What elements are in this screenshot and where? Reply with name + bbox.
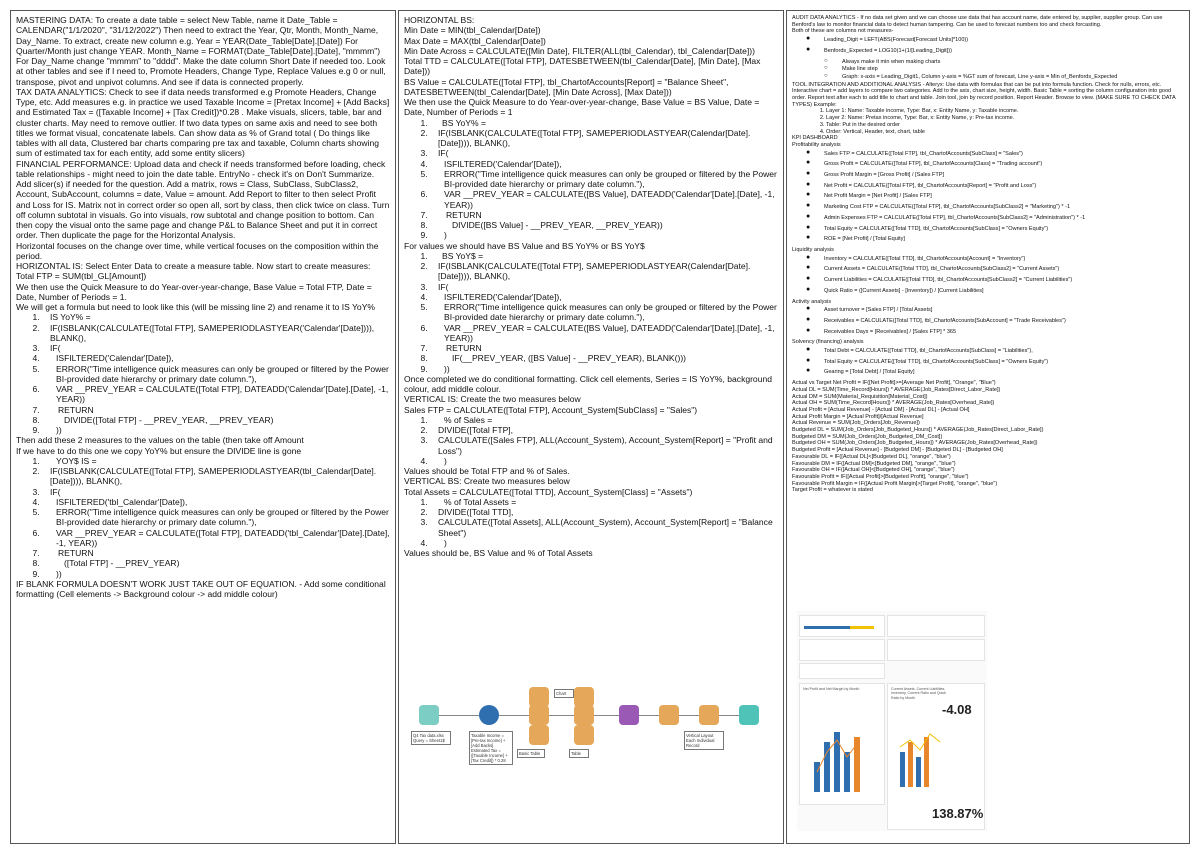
list-item: 7. RETURN: [430, 210, 778, 220]
list-item: ● Current Liabilities = CALCULATE([Total TTD], tbl_ChartofAccounts[SubClass2] = "Current Liabilities"): [814, 277, 1184, 284]
list-item: 8. ([Total FTP] - __PREV_YEAR): [42, 558, 390, 568]
list-item: 5. ERROR("Time intelligence quick measures can only be grouped or filtered by the Power BI-provided date hierarchy or primary date column."),: [42, 507, 390, 528]
list-item: 9. )): [42, 425, 390, 435]
list-item: 7. RETURN: [42, 405, 390, 415]
list-item: 8. DIVIDE([BS Value] - __PREV_YEAR, __PREV_YEAR)): [430, 220, 778, 230]
list-item: 2. DIVIDE([Total TTD],: [430, 507, 778, 517]
list-item: ● Asset turnover = [Sales FTP] / [Total Assets]: [814, 307, 1184, 314]
ratio-chart: [890, 722, 950, 792]
list-item: ● ROE = [Net Profit] / [Total Equity]: [814, 236, 1184, 243]
list-item: 5. ERROR("Time intelligence quick measures can only be grouped or filtered by the Power BI-provided date hierarchy or primary date column."),: [430, 169, 778, 190]
list-item: ● Gross Profit = CALCULATE([Total FTP], tbl_ChartofAccounts[Class] = "Trading account"): [814, 161, 1184, 168]
list-item: 2. DIVIDE([Total FTP],: [430, 425, 778, 435]
list-item: ● Total Equity = CALCULATE([Total TTD], tbl_ChartofAccounts[SubClass] = "Owners Equity"): [814, 226, 1184, 233]
quick-measure-note: We then use the Quick Measure to do Year-over-year-change, Base Value = BS Value, Date = Date, Number of Periods = 1: [404, 97, 760, 118]
layout-label: Vertical Layout Each Individual Record: [684, 731, 724, 750]
formula-label: Taxable Income = [Pre-tax Income] + [Add Backs] Estimated Tax = ([Taxable Income] + [Tax Credit]) * 0.28: [469, 731, 513, 765]
liquidity-heading: Liquidity analysis: [792, 246, 834, 253]
report-text-icon: [574, 687, 594, 707]
list-item: ● Net Profit Margin = [Net Profit] / [Sales FTP]: [814, 193, 1184, 200]
table-tool-icon: [529, 725, 549, 745]
profitability-list: [792, 151, 1184, 243]
list-item: 5. ERROR("Time intelligence quick measures can only be grouped or filtered by the Power BI-provided date hierarchy or primary date column."),: [430, 302, 778, 323]
max-date-formula: Max Date = MAX(tbl_Calendar[Date]): [404, 35, 546, 46]
list-item: 6. VAR __PREV_YEAR = CALCULATE([BS Value], DATEADD('Calendar'[Date].[Date], -1, YEAR)): [430, 189, 778, 210]
total-ttd-formula: Total TTD = CALCULATE([Total FTP], DATESBETWEEN(tbl_Calendar[Date], [Min Date], [Max Date])): [404, 56, 761, 77]
formula-line: Favourable Profit = IF([Actual Profit]>[Budgeted Profit], "orange", "blue"): [792, 473, 969, 480]
bar: [900, 752, 905, 787]
audit-analytics-paragraph: AUDIT DATA ANALYTICS - If no data set given and we can choose use data that has account name, date entered by, supplier, supplier group. Can use Benford's law to monitor financial data to detect human tampering. Can be used to forecast numbers too and check forcasting.: [792, 15, 1163, 28]
basic-table-icon: [529, 705, 549, 725]
quick-measure-note: We then use the Quick Measure to do Year-over-year-change, Base Value = Total FTP, Date = Date, Number of Periods = 1.: [16, 281, 372, 302]
columns-note: Both of these are columns not measures-: [792, 28, 894, 35]
ratio-chart-panel: [887, 683, 985, 830]
bar: [908, 742, 913, 787]
layer-list: [792, 108, 1184, 135]
list-item: 3. IF(: [42, 343, 390, 353]
list-item: 4. ): [430, 538, 778, 548]
list-item: 1. IS YoY% =: [42, 312, 390, 322]
formula-line: Budgeted Profit = [Actual Revenue] - [Budgeted DM] - [Budgeted DL] - [Budgeted OH]: [792, 447, 1003, 454]
list-item: ● Current Assets = CALCULATE([Total TTD], tbl_ChartofAccounts[SubClass2] = "Current Assets"): [814, 266, 1184, 273]
list-item: ● Total Equity = CALCULATE([Total TTD], tbl_ChartofAccounts[SubClass] = "Owners Equity"): [814, 359, 1184, 366]
profitability-heading: Profitability analysis: [792, 141, 841, 148]
formula-line: Budgeted OH = SUM(Job_Orders[Job_Budgeted_Hours]) * AVERAGE(Job_Rates[Overhead_Rate]): [792, 440, 1038, 447]
list-item: 4. ISFILTERED('tbl_Calendar'[Date]),: [42, 497, 390, 507]
activity-heading: Activity analysis: [792, 298, 832, 305]
alteryx-workflow-diagram: [409, 691, 779, 791]
list-item: 9. )): [430, 364, 778, 374]
list-item: 2. IF(ISBLANK(CALCULATE([Total FTP], SAMEPERIODLASTYEAR(Calendar[Date].[Date]))), BLANK(),: [430, 128, 778, 149]
bs-yoy-percent-list: [404, 118, 778, 241]
list-item: ● Sales FTP = CALCULATE([Total FTP], tbl_ChartofAccounts[SubClass] = "Sales"): [814, 151, 1184, 158]
basic-table-label: Basic Table: [517, 749, 545, 758]
list-item: 3. CALCULATE([Total Assets], ALL(Account_System), Account_System[Report] = "Balance Sheet"): [430, 517, 778, 538]
join-tool-icon: [619, 705, 639, 725]
solvency-list: [792, 348, 1184, 376]
report-text-icon: [574, 725, 594, 745]
list-item: 2. IF(ISBLANK(CALCULATE([Total FTP], SAMEPERIODLASTYEAR(tbl_Calendar[Date].[Date]))), BLANK(),: [42, 466, 390, 487]
list-item: 2. IF(ISBLANK(CALCULATE([Total FTP], SAMEPERIODLASTYEAR(Calendar[Date].[Date]))), BLANK(),: [430, 261, 778, 282]
list-item: 4. ISFILTERED('Calendar'[Date]),: [430, 292, 778, 302]
formula-line: Budgeted DM = SUM(Job_Orders[Job_Budgeted_DM_Cost]): [792, 433, 943, 440]
notes-column-2: [398, 10, 784, 844]
list-item: 1. % of Sales =: [430, 415, 778, 425]
list-item: 3. IF(: [430, 282, 778, 292]
list-item: ● Receivables = CALCULATE([Total TTD], tbl_ChartofAccounts[SubAccount] = "Trade Receivables"): [814, 318, 1184, 325]
kpi-dashboard-heading: KPI DASHBOARD: [792, 135, 838, 142]
list-item: ● Admin Expenses FTP = CALCULATE([Total FTP], tbl_ChartofAccounts[SubClass2] = "Administration") * -1: [814, 215, 1184, 222]
kpi-table-panel: [887, 639, 985, 661]
list-item: 4. ): [430, 456, 778, 466]
list-item: ○ Always make it min when making charts: [832, 59, 1184, 66]
values-sales-note: Values should be Total FTP and % of Sales.: [404, 466, 570, 476]
list-item: ● Inventory = CALCULATE([Total TTD], tbl_ChartofAccounts[Account] = "Inventory"): [814, 256, 1184, 263]
list-item: 5. ERROR("Time intelligence quick measures can only be grouped or filtered by the Power BI-provided date hierarchy or primary date column."),: [42, 364, 390, 385]
chart-caption: Net Profit and Net Margin by Month: [803, 687, 860, 691]
header-panel: [799, 615, 885, 637]
list-item: 1. YOY$ IS =: [42, 456, 390, 466]
list-item: 3. CALCULATE([Sales FTP], ALL(Account_System), Account_System[Report] = "Profit and Loss"): [430, 435, 778, 456]
bar: [916, 757, 921, 787]
formula-line: Actual Profit = [Actual Revenue] - [Actual DM] - [Actual DL] - [Actual OH]: [792, 406, 970, 413]
report-text-icon: [574, 705, 594, 725]
table-panel: [887, 615, 985, 637]
list-item: 8. DIVIDE([Total FTP] - __PREV_YEAR, __PREV_YEAR): [42, 415, 390, 425]
list-item: 6. VAR __PREV_YEAR = CALCULATE([Total FTP], DATEADD('tbl_Calendar'[Date].[Date], -1, YEAR)): [42, 528, 390, 549]
total-assets-formula: Total Assets = CALCULATE([Total TTD], Account_System[Class] = "Assets"): [404, 486, 693, 497]
list-item: 2. Layer 2: Name: Pretax income, Type: Bar, x: Entity Name, y: Pre-tax income.: [826, 115, 1184, 122]
input-data-icon: [419, 705, 439, 725]
activity-list: [792, 307, 1184, 335]
list-item: 9. ): [430, 230, 778, 240]
kpi-panel: [799, 639, 885, 661]
quick-ratio-value: 138.87%: [932, 806, 984, 821]
net-profit-chart: [800, 702, 884, 802]
formula-line: Actual DL = SUM(Time_Record[Hours]) * AVERAGE(Job_Rates[Direct_Labor_Rate]): [792, 386, 1001, 393]
chart-caption: Current Assets, Current Liabilities, Inventory, Current Ratio and Quick Ratio by Month: [891, 687, 947, 700]
add-measures-note: Then add these 2 measures to the values on the table (then take off Amount: [16, 435, 304, 446]
conditional-formatting-note: Once completed we do conditional formatting. Click cell elements, Series = IS YoY%, background colour, add middle colour.: [404, 373, 772, 394]
formula-tool-icon: [479, 705, 499, 725]
line: [900, 734, 940, 750]
formula-line: Actual vs Target Net Profit = IF([Net Profit]>=[Average Net Profit], "Orange", "Blue"): [792, 380, 996, 387]
kpi-dashboard-thumbnail: [797, 611, 987, 831]
bar: [814, 762, 820, 792]
list-item: 6. VAR __PREV_YEAR = CALCULATE([Total FTP], DATEADD('Calendar'[Date].[Date], -1, YEAR)): [42, 384, 390, 405]
percent-total-assets-list: [404, 497, 778, 548]
day-name-paragraph: For Day_Name change "mmmm" to "dddd". Make the date column Short Date if needed too. Look at other tables and see if I need to, Promote Headers, Change Type, Replace Values e.g 0 or null, transpose, pivot and unpivot columns. And see if data is connected properly.: [16, 56, 386, 87]
formula-line: Actual Profit Margin = [Actual Profit]/[Actual Revenue]: [792, 413, 924, 420]
bs-values-note: For values we should have BS Value and BS YoY% or BS YoY$: [404, 240, 645, 251]
list-item: ● Gearing = [Total Debt] / [Total Equity]: [814, 369, 1184, 376]
sales-ftp-formula: Sales FTP = CALCULATE([Total FTP], Account_System[SubClass] = "Sales"): [404, 404, 698, 415]
benford-list: [792, 37, 1184, 54]
list-item: ● Marketing Cost FTP = CALCULATE([Total FTP], tbl_ChartofAccounts[SubClass2] = "Marketing") * -1: [814, 204, 1184, 211]
tool-integration-paragraph: TOOL INTEGRATION AND ADDITIONAL ANALYSIS - Alteryx: Use data with formulas that can be put into formula function. Check for nulls, errors, etc. Interactive chart = add layers to compare two categories. Add to the axis, chart size, height, width. Basic Table = sorting the column configuration into good order. Report text after each to add title to chart and table. Join tool, join by record position. Report Header. Browse to view. (MAKE SURE TO CHECK DATA TYPES) Example:: [792, 81, 1176, 108]
list-item: 1. % of Total Assets =: [430, 497, 778, 507]
bar: [924, 737, 929, 787]
list-item: 8. IF(__PREV_YEAR, ([BS Value] - __PREV_YEAR), BLANK())): [430, 353, 778, 363]
list-item: ● Gross Profit Margin = [Gross Profit] / [Sales FTP]: [814, 172, 1184, 179]
notes-column-1: [10, 10, 396, 844]
table-label: Table: [569, 749, 589, 758]
list-item: 7. RETURN: [42, 548, 390, 558]
formula-note: We will get a formula but need to look like this (will be missing line 2) and rename it to IS YoY%: [16, 302, 375, 312]
horizontal-vertical-note: Horizontal focuses on the change over time, while vertical focuses on the composition within the period.: [16, 240, 379, 261]
formula-line: Target Profit = whatever is stated: [792, 487, 873, 494]
progress-bar-yellow: [850, 626, 874, 629]
solvency-heading: Solvency (financing) analysis: [792, 339, 864, 346]
formula-line: Favourable DM = IF([Actual DM]<[Budgeted DM], "orange", "blue"): [792, 460, 956, 467]
notes-column-3: [786, 10, 1190, 844]
list-item: ● Leading_Digit = LEFT(ABS(Forecast[Forecast Units]*100)): [814, 37, 1184, 44]
current-ratio-value: -4.08: [942, 702, 972, 717]
list-item: 7. RETURN: [430, 343, 778, 353]
bar: [854, 737, 860, 792]
list-item: ● Quick Ratio = ([Current Assets] - [Inventory]) / [Current Liabilities]: [814, 288, 1184, 295]
total-ftp-formula: Total FTP = SUM(tbl_GL[Amount]): [16, 271, 147, 282]
list-item: 3. IF(: [430, 148, 778, 158]
list-item: 4. Order: Vertical, Header, text, chart, table: [826, 129, 1184, 136]
is-yoy-formula-list: [16, 312, 390, 435]
list-item: 1. Layer 1: Name: Taxable income, Type: Bar, x: Entity Name, y: Taxable income.: [826, 108, 1184, 115]
render-tool-icon: [699, 705, 719, 725]
min-date-across-formula: Min Date Across = CALCULATE([Min Date], FILTER(ALL(tbl_Calendar), tbl_Calendar[Date])): [404, 45, 755, 56]
formula-line: Favourable OH = IF([Actual OH]<[Budgeted OH], "orange", "blue"): [792, 467, 955, 474]
bar: [834, 732, 840, 792]
list-item: 6. VAR __PREV_YEAR = CALCULATE([BS Value], DATEADD('Calendar'[Date].[Date], -1, YEAR)): [430, 323, 778, 344]
chart-label: Chart: [554, 689, 574, 698]
list-item: ● Receivables Days = [Receivables] / [Sales FTP] * 365: [814, 329, 1184, 336]
formula-line: Actual DM = SUM(Material_Requisition[Material_Cost]): [792, 393, 928, 400]
list-item: ○ Graph: x-axis = Leading_Digit1, Column y-axis = %GT sum of forecast, Line y-axis = Min of_Benfords_Expected: [832, 74, 1184, 81]
tax-analytics-paragraph: TAX DATA ANALYTICS: Check to see if data needs transformed e.g Promote Headers, Change Type, etc. Add measures e.g. in practice we used Taxable Income = [Pretax Income] + [Add Backs] and Estimated Tax = ([Taxable Income] + [Tax Credit])*0.28 . Make visuals, slicers, table, bar and cluster charts. May need to remove outlier. If two data types on same axis and need to see both titles we format visual, concatenate labels. Can show data as % of Grand total ( Do things like tables with all data, Clustered bar charts comparing pre tax and taxable, Column charts showing sum of estimated tax for each entity, add some entity slicers): [16, 86, 390, 159]
formula-line: Budgeted DL = SUM(Job_Orders[Job_Budgeted_Hours]) * AVERAGE(Job_Rates[Direct_Labor_Rate]): [792, 427, 1044, 434]
list-item: 4. ISFILTERED('Calendar'[Date]),: [430, 159, 778, 169]
bar: [844, 752, 850, 792]
vertical-bs-heading: VERTICAL BS: Create two measures below: [404, 476, 570, 487]
kpi-panel: [799, 663, 885, 679]
chart-tool-icon: [529, 687, 549, 707]
copy-yoy-note: If we have to do this one we copy YoY% but ensure the DIVIDE line is gone: [16, 445, 302, 456]
bs-value-formula: BS Value = CALCULATE([Total FTP], tbl_ChartofAccounts[Report] = "Balance Sheet", DATESBETWEEN(tbl_Calendar[Date], [Min Date Across], [Max Date])): [404, 76, 729, 97]
list-item: ● Net Profit = CALCULATE([Total FTP], tbl_ChartofAccounts[Report] = "Profit and Loss"): [814, 183, 1184, 190]
browse-tool-icon: [739, 705, 759, 725]
net-profit-chart-panel: [799, 683, 885, 805]
min-date-formula: Min Date = MIN(tbl_Calendar[Date]): [404, 25, 541, 36]
bs-yoy-dollar-list: [404, 251, 778, 374]
formula-line: Actual Revenue = SUM(Job_Orders[Job_Revenue]): [792, 420, 920, 427]
yoy-dollar-formula-list: [16, 456, 390, 579]
list-item: 2. IF(ISBLANK(CALCULATE([Total FTP], SAMEPERIODLASTYEAR('Calendar'[Date]))), BLANK(),: [42, 323, 390, 344]
chart-tips-list: [792, 59, 1184, 81]
if-blank-note: IF BLANK FORMULA DOESN'T WORK JUST TAKE OUT OF EQUATION. - Add some conditional formatting (Cell elements -> Background colour -> add middle colour): [16, 578, 386, 599]
financial-performance-paragraph: FINANCIAL PERFORMANCE: Upload data and check if needs transformed before loading, check table relationships - might need to join the date table. EntryNo - check it's on Don't Summarize. Add slicer(s) if needed for the question. Add a matrix, rows = Class, SubClass, SubClass2, Account, SubAccount, columns = date, Value = amount. Add Report to filter to then select Profit and Loss for IS. Matrix not in correct order so open all, sort by class, then click twice on class. Turn off column subtotal in visuals. Go into visuals, row subtotal and change position to bottom. Can then copy the visual onto the same page and change P&L to Balance Sheet and put it in correct order. Then duplicate the page for the Horizontal Analysis.: [16, 158, 390, 241]
horizontal-is-heading: HORIZONTAL IS: Select Enter Data to create a measure table. Now start to create measures:: [16, 261, 371, 271]
liquidity-list: [792, 256, 1184, 295]
vertical-is-heading: VERTICAL IS: Create the two measures below: [404, 394, 581, 405]
formula-line: Favourable Profit Margin = IF([Actual Profit Margin]>[Target Profit], "orange", "blue"): [792, 480, 998, 487]
list-item: 9. )): [42, 569, 390, 579]
list-item: ● Total Debt = CALCULATE([Total TTD], tbl_ChartofAccounts[SubClass] = "Liabilities"),: [814, 348, 1184, 355]
list-item: 3. IF(: [42, 487, 390, 497]
mastering-data-paragraph: MASTERING DATA: To create a date table = select New Table, name it Date_Table = CALENDAR("1/1/2020", "31/12/2022") Then need to extract the Year, Qtr, Month, Month_Name, Day_Name. To extract, create new column e.g. Year = YEAR(Date_Table[Date].[Date]) For Quarter/Month just change YEAR. Month_Name = FORMAT(Date_Table[Date].[Date], "mmmm"): [16, 15, 381, 56]
formula-line: Favourable DL = IF([Actual DL]<[Budgeted DL], "orange", "blue"): [792, 453, 951, 460]
percent-of-sales-list: [404, 415, 778, 466]
list-item: 4. ISFILTERED('Calendar'[Date]),: [42, 353, 390, 363]
layout-tool-icon: [659, 705, 679, 725]
horizontal-bs-heading: HORIZONTAL BS:: [404, 15, 475, 25]
list-item: 3. Table: Put in the desired order: [826, 122, 1184, 129]
formula-line: Actual OH = SUM(Time_Record[Hours]) * AVERAGE(Job_Rates[Overhead_Rate]): [792, 400, 995, 407]
list-item: ● Benfords_Expected = LOG10(1+(1/[Leading_Digit])): [814, 48, 1184, 55]
list-item: 1. BS YoY% =: [430, 118, 778, 128]
input-label: Q4 Tax data.xlsx Query = Sheet1$: [411, 731, 451, 745]
values-assets-note: Values should be, BS Value and % of Total Assets: [404, 548, 593, 558]
list-item: ○ Make line step: [832, 66, 1184, 73]
list-item: 1. BS YoY$ =: [430, 251, 778, 261]
